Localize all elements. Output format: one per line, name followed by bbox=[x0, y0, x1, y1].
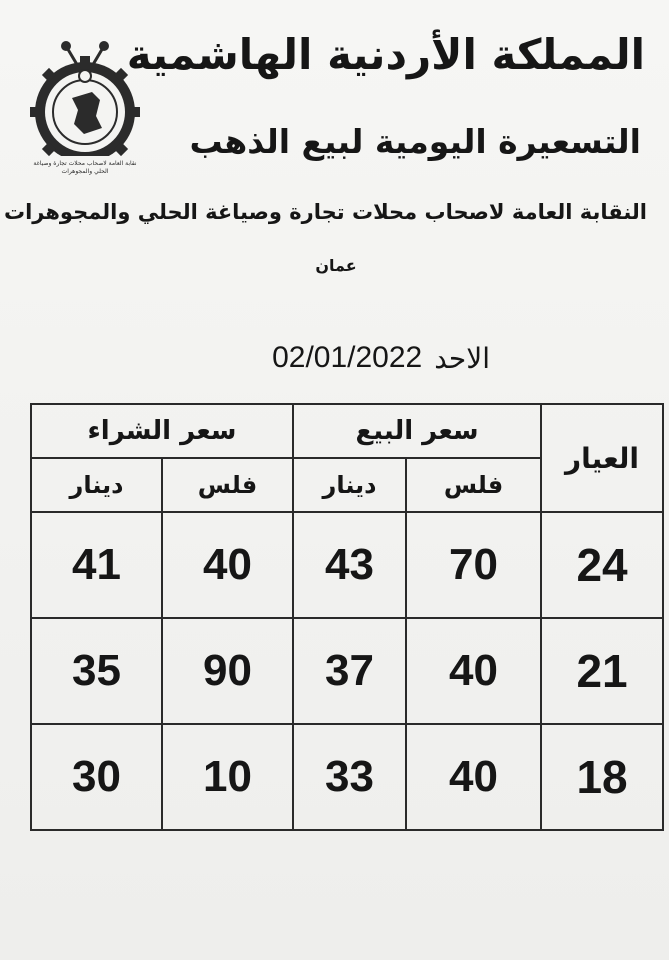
gold-price-table bbox=[30, 403, 664, 831]
table-row bbox=[31, 724, 663, 830]
karat-cell: 18 bbox=[541, 724, 663, 830]
table-row bbox=[31, 618, 663, 724]
sell-fils-cell: 40 bbox=[406, 618, 541, 724]
buy-dinar-header: دينار bbox=[31, 458, 162, 512]
city-name: عمان bbox=[315, 256, 357, 275]
sell-fils-cell: 40 bbox=[406, 724, 541, 830]
buy-dinar-cell: 35 bbox=[31, 618, 162, 724]
buy-fils-cell: 90 bbox=[162, 618, 293, 724]
kingdom-title: المملكة الأردنية الهاشمية bbox=[126, 30, 645, 79]
buy-fils-cell: 40 bbox=[162, 512, 293, 618]
table-row bbox=[31, 512, 663, 618]
buy-dinar-cell: 30 bbox=[31, 724, 162, 830]
sell-fils-cell: 70 bbox=[406, 512, 541, 618]
logo-caption-bottom: الحلي والمجوهرات bbox=[61, 168, 109, 175]
buy-fils-header: فلس bbox=[162, 458, 293, 512]
sell-dinar-cell: 33 bbox=[293, 724, 406, 830]
date-value: 02/01/2022 bbox=[272, 341, 423, 374]
sell-dinar-cell: 37 bbox=[293, 618, 406, 724]
logo-caption-top: نقابة العامة لاصحاب محلات تجارة وصياغة bbox=[33, 160, 137, 167]
organization-name: النقابة العامة لاصحاب محلات تجارة وصياغة الحلي والمجوهرات bbox=[3, 200, 647, 224]
buy-fils-cell: 10 bbox=[162, 724, 293, 830]
karat-header: العيار bbox=[541, 404, 663, 512]
day-name: الاحد bbox=[434, 341, 490, 375]
sell-dinar-cell: 43 bbox=[293, 512, 406, 618]
sell-fils-header: فلس bbox=[406, 458, 541, 512]
karat-cell: 24 bbox=[541, 512, 663, 618]
buy-dinar-cell: 41 bbox=[31, 512, 162, 618]
sell-price-header: سعر البيع bbox=[293, 404, 541, 458]
date-line bbox=[190, 338, 490, 378]
karat-cell: 21 bbox=[541, 618, 663, 724]
buy-price-header: سعر الشراء bbox=[31, 404, 293, 458]
document-title: التسعيرة اليومية لبيع الذهب bbox=[189, 122, 641, 161]
sell-dinar-header: دينار bbox=[293, 458, 406, 512]
